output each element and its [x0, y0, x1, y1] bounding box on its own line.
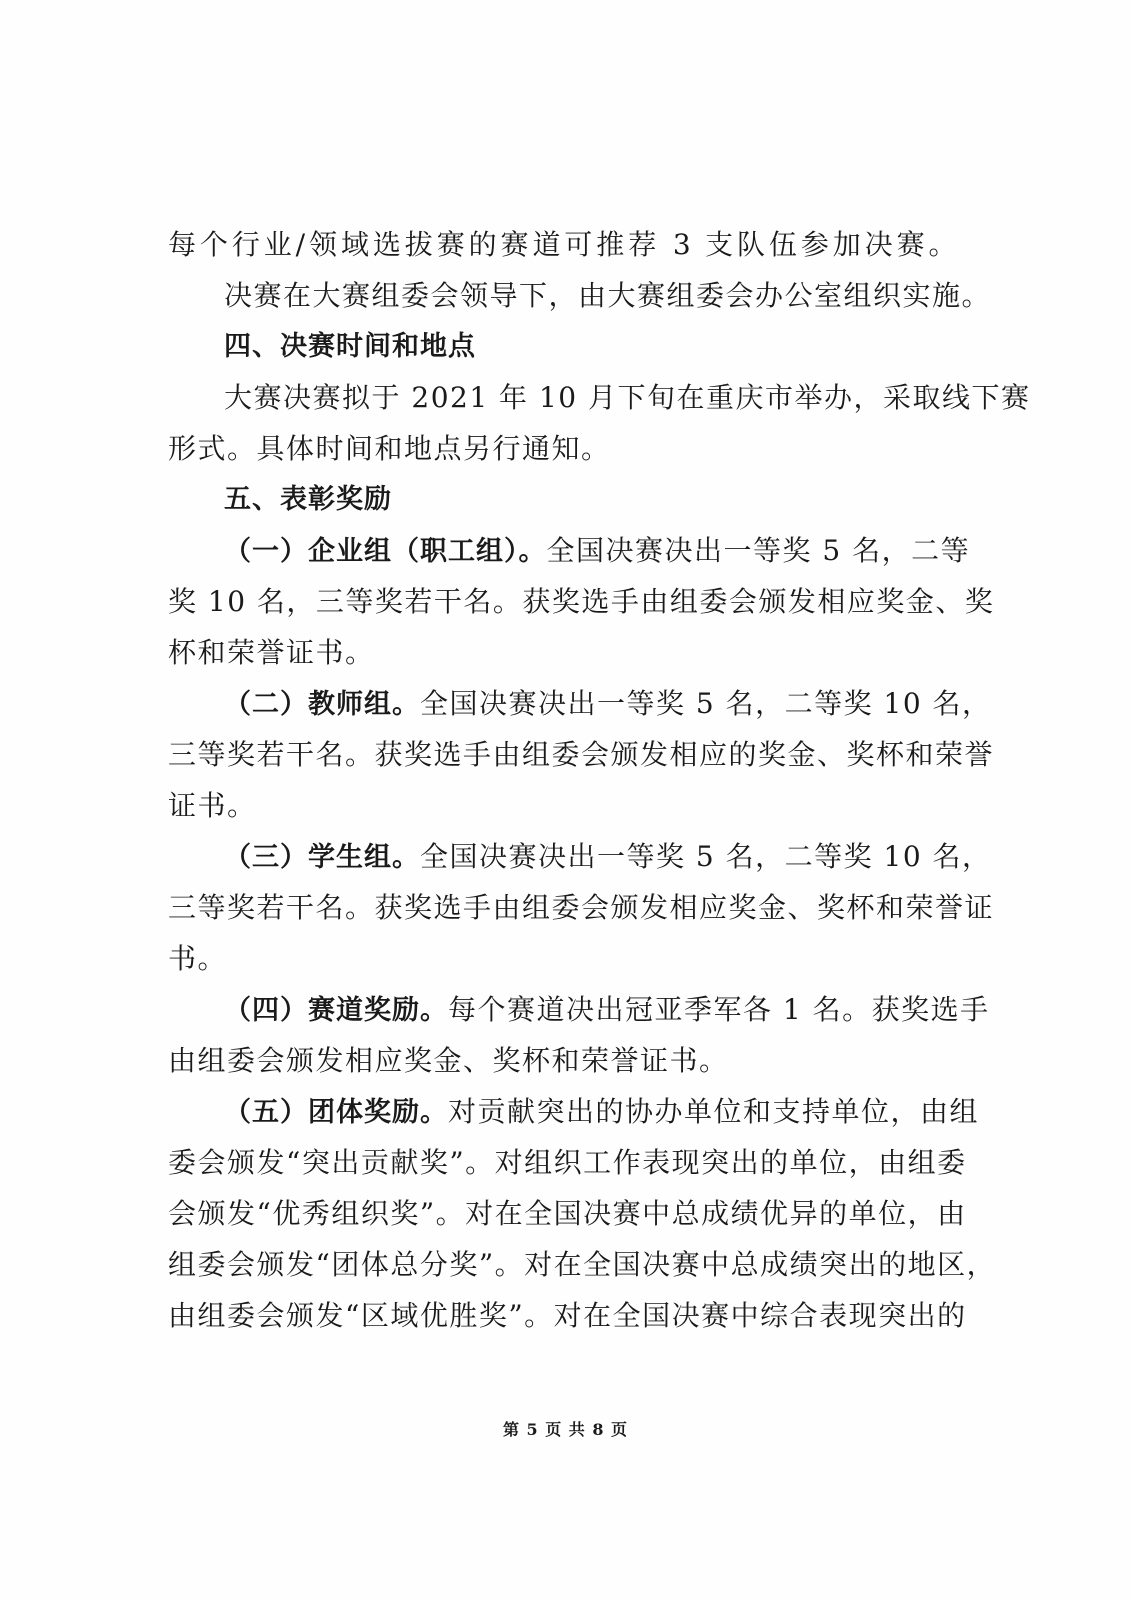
body-line: 三等奖若干名。获奖选手由组委会颁发相应奖金、奖杯和荣誉证: [168, 891, 995, 924]
body-line: 证书。: [168, 789, 257, 822]
body-line: 组委会颁发“团体总分奖”。对在全国决赛中总成绩突出的地区，: [168, 1248, 997, 1281]
item-lead: （一）企业组（职工组）。: [224, 536, 547, 567]
award-item-team: （五）团体奖励。对贡献突出的协办单位和支持单位，由组: [224, 1095, 980, 1128]
item-lead: （五）团体奖励。: [224, 1097, 448, 1128]
body-line: 大赛决赛拟于 2021 年 10 月下旬在重庆市举办，采取线下赛: [224, 381, 1031, 414]
body-line: 委会颁发“突出贡献奖”。对组织工作表现突出的单位，由组委: [168, 1146, 967, 1179]
award-item-student: （三）学生组。全国决赛决出一等奖 5 名，二等奖 10 名，: [224, 840, 992, 873]
body-line: 形式。具体时间和地点另行通知。: [168, 432, 611, 465]
body-line: 三等奖若干名。获奖选手由组委会颁发相应的奖金、奖杯和荣誉: [168, 738, 995, 771]
body-line: 由组委会颁发相应奖金、奖杯和荣誉证书。: [168, 1044, 729, 1077]
body-line: 由组委会颁发“区域优胜奖”。对在全国决赛中综合表现突出的: [168, 1299, 967, 1332]
page-number-footer: 第 5 页 共 8 页: [502, 1420, 629, 1439]
document-body: [168, 219, 1031, 1341]
body-line: 决赛在大赛组委会领导下，由大赛组委会办公室组织实施。: [224, 279, 992, 312]
section-heading-4: 四、决赛时间和地点: [224, 331, 476, 362]
body-line: 书。: [168, 942, 228, 975]
item-lead: （三）学生组。: [224, 842, 420, 873]
item-lead: （四）赛道奖励。: [224, 995, 448, 1026]
body-line: 杯和荣誉证书。: [168, 636, 375, 669]
award-item-teacher: （二）教师组。全国决赛决出一等奖 5 名，二等奖 10 名，: [224, 687, 992, 720]
section-heading-5: 五、表彰奖励: [224, 484, 392, 515]
item-lead: （二）教师组。: [224, 689, 420, 720]
body-line: 会颁发“优秀组织奖”。对在全国决赛中总成绩优异的单位，由: [168, 1197, 967, 1230]
award-item-track: （四）赛道奖励。每个赛道决出冠亚季军各 1 名。获奖选手: [224, 993, 990, 1026]
award-item-enterprise: （一）企业组（职工组）。全国决赛决出一等奖 5 名，二等: [224, 534, 971, 567]
body-line: 奖 10 名，三等奖若干名。获奖选手由组委会颁发相应奖金、奖: [168, 585, 995, 618]
body-line: 每个行业/领域选拔赛的赛道可推荐 3 支队伍参加决赛。: [168, 228, 958, 261]
